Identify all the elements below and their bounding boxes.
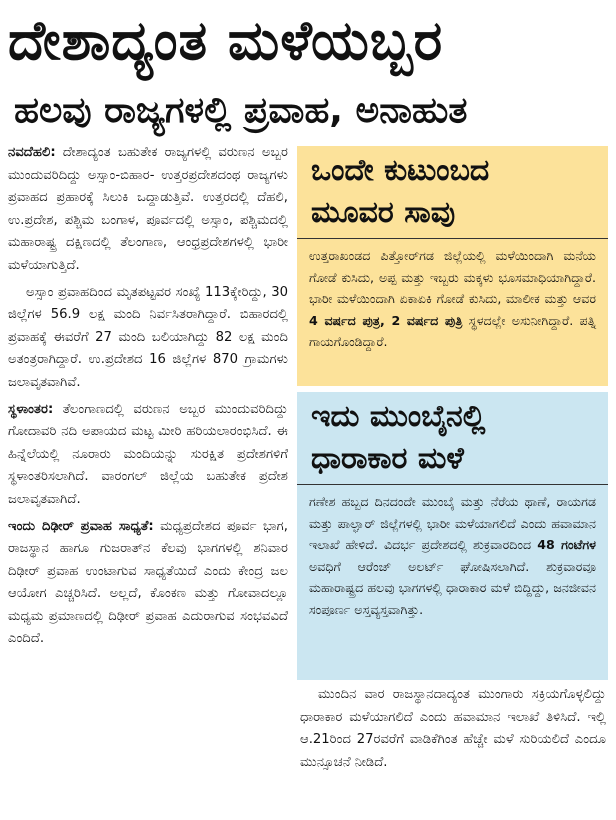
box2-text xyxy=(309,491,596,621)
box2-text-before: ಗಣೇಶ ಹಬ್ಬದ ದಿನದಂದೇ ಮುಂಬೈ ಮತ್ತು ನೆರೆಯ ಥಾಣೆ, ರಾಯಗಡ ಮತ್ತು ಪಾಲ್ಘಾರ್ ಜಿಲ್ಲೆಗಳಲ್ಲಿ ಭಾರೀ ಮಳೆಯಾಗಲಿದೆ ಎಂದು ಹವಾಮಾನ ಇಲಾಖೆ ಹೇಳಿದೆ. ವಿದರ್ಭ ಪ್ರದೇಶದಲ್ಲಿ ಶುಕ್ರವಾರದಿಂದ xyxy=(309,494,596,553)
relocation-text: ತೆಲಂಗಾಣದಲ್ಲಿ ವರುಣನ ಅಬ್ಬರ ಮುಂದುವರಿದಿದ್ದು ಗೋದಾವರಿ ನದಿ ಅಪಾಯದ ಮಟ್ಟ ಮೀರಿ ಹರಿಯಲಾರಂಭಿಸಿದೆ. ಈ ಹಿನ್ನೆಲೆಯಲ್ಲಿ ನೂರಾರು ಮಂದಿಯನ್ನು ಸುರಕ್ಷಿತ ಪ್ರದೇಶಗಳಿಗೆ ಸ್ಥಳಾಂತರಿಸಲಾಗಿದೆ. ವಾರಂಗಲ್ ಜಿಲ್ಲೆಯ ಬಹುತೇಕ ಪ್ರದೇಶ ಜಲಾವೃತವಾಗಿದೆ. xyxy=(8,401,288,507)
subheadline: ಹಲವು ರಾಜ್ಯಗಳಲ್ಲಿ ಪ್ರವಾಹ, ಅನಾಹುತ xyxy=(14,90,468,131)
box1-text xyxy=(309,245,596,353)
box2-title-line-2: ಧಾರಾಕಾರ ಮಳೆ xyxy=(311,441,464,476)
sidebar-box-family-deaths xyxy=(297,146,608,386)
main-story-para-1 xyxy=(8,142,288,278)
main-story-para-3 xyxy=(8,399,288,512)
flash-flood-text: ಮಧ್ಯಪ್ರದೇಶದ ಪೂರ್ವ ಭಾಗ, ರಾಜಸ್ಥಾನ ಹಾಗೂ ಗುಜರಾತ್‌ನ ಕೆಲವು ಭಾಗಗಳಲ್ಲಿ ಶನಿವಾರ ದಿಢೀರ್ ಪ್ರವಾಹ ಉಂಟಾಗುವ ಸಾಧ್ಯತೆಯಿದೆ ಎಂದು ಕೇಂದ್ರ ಜಲ ಆಯೋಗ ಎಚ್ಚರಿಸಿದೆ. ಅಲ್ಲದೆ, ಕೊಂಕಣ ಮತ್ತು ಗೋವಾದಲ್ಲೂ ಮಧ್ಯಮ ಪ್ರಮಾಣದಲ್ಲಿ ದಿಢೀರ್ ಪ್ರವಾಹ ಎದುರಾಗುವ ಸಂಭವವಿದೆ ಎಂದಿದೆ. xyxy=(8,518,288,647)
box1-text-before: ಉತ್ತರಾಖಂಡದ ಪಿತ್ತೋರ್‌ಗಡ ಜಿಲ್ಲೆಯಲ್ಲಿ ಮಳೆಯಿಂದಾಗಿ ಮನೆಯ ಗೋಡೆ ಕುಸಿದು, ಅಪ್ಪ ಮತ್ತು ಇಬ್ಬರು ಮಕ್ಕಳು ಭೂಸಮಾಧಿಯಾಗಿದ್ದಾರೆ. ಭಾರೀ ಮಳೆಯಿಂದಾಗಿ ಏಕಾಏಕಿ ಗೋಡೆ ಕುಸಿದು, ಮಾಲೀಕ ಮತ್ತು ಆವರ xyxy=(309,248,596,307)
box1-text-bold: 4 ವರ್ಷದ ಪುತ್ರ, 2 ವರ್ಷದ ಪುತ್ರಿ xyxy=(309,312,463,328)
box1-title-line-2: ಮೂವರ ಸಾವು xyxy=(311,195,456,230)
box1-body xyxy=(297,238,608,353)
main-story xyxy=(8,142,288,816)
subhead-flash-flood: ಇಂದು ದಿಢೀರ್ ಪ್ರವಾಹ ಸಾಧ್ಯತೆ: xyxy=(8,518,154,534)
sidebar-box-mumbai-rain xyxy=(297,392,608,680)
main-story-para-2: ಅಸ್ಸಾಂ ಪ್ರವಾಹದಿಂದ ಮೃತಪಟ್ಟವರ ಸಂಖ್ಯೆ 113ಕ್ಕೇರಿದ್ದು, 30 ಜಿಲ್ಲೆಗಳ 56.9 ಲಕ್ಷ ಮಂದಿ ನಿರ್ವಸಿತರಾಗಿದ್ದಾರೆ. ಬಿಹಾರದಲ್ಲಿ ಪ್ರವಾಹಕ್ಕೆ ಈವರೆಗೆ 27 ಮಂದಿ ಬಲಿಯಾಗಿದ್ದು 82 ಲಕ್ಷ ಮಂದಿ ಅತಂತ್ರರಾಗಿದ್ದಾರೆ. ಉ.ಪ್ರದೇಶದ 16 ಜಿಲ್ಲೆಗಳ 870 ಗ್ರಾಮಗಳು ಜಲಾವೃತವಾಗಿವೆ. xyxy=(8,284,288,390)
rajasthan-continuation xyxy=(300,684,606,816)
box2-text-bold: 48 ಗಂಟೆಗಳ xyxy=(537,537,596,553)
dateline: ನವದೆಹಲಿ: xyxy=(8,145,56,160)
headline: ದೇಶಾದ್ಯಂತ ಮಳೆಯಬ್ಬರ xyxy=(8,9,444,72)
main-story-para-1-text: ದೇಶಾದ್ಯಂತ ಬಹುತೇಕ ರಾಜ್ಯಗಳಲ್ಲಿ ವರುಣನ ಅಬ್ಬರ ಮುಂದುವರಿದಿದ್ದು ಅಸ್ಸಾಂ-ಬಿಹಾರ- ಉತ್ತರಪ್ರದೇಶದಂಥ ರಾಜ್ಯಗಳು ಪ್ರವಾಹದ ಪ್ರಹಾರಕ್ಕೆ ಸಿಲುಕಿ ಒದ್ದಾಡುತ್ತಿವೆ. ಉತ್ತರದಲ್ಲಿ ದೆಹಲಿ, ಉ.ಪ್ರದೇಶ, ಪಶ್ಚಿಮ ಬಂಗಾಳ, ಪೂರ್ವದಲ್ಲಿ ಅಸ್ಸಾಂ, ಪಶ್ಚಿಮದಲ್ಲಿ ಮಹಾರಾಷ್ಟ್ರ ದಕ್ಷಿಣದಲ್ಲಿ ತೆಲಂಗಾಣ, ಆಂಧ್ರಪ್ರದೇಶಗಳಲ್ಲಿ ಭಾರೀ ಮಳೆಯಾಗುತ್ತಿದೆ. xyxy=(8,145,288,273)
box2-title xyxy=(297,392,608,480)
box2-title-line-1: ಇದು ಮುಂಬೈನಲ್ಲಿ xyxy=(311,399,486,434)
subhead-relocation: ಸ್ಥಳಾಂತರ: xyxy=(8,401,54,417)
box1-text-after: ಸ್ಥಳದಲ್ಲೇ ಅಸುನೀಗಿದ್ದಾರೆ. ಪತ್ನಿ ಗಾಯಗೊಂಡಿದ್ದಾರೆ. xyxy=(309,312,596,350)
box2-text-after: ಅವಧಿಗೆ ಆರೆಂಜ್ ಅಲರ್ಟ್ ಘೋಷಿಸಲಾಗಿದೆ. ಶುಕ್ರವಾರವೂ ಮಹಾರಾಷ್ಟ್ರದ ಹಲವು ಭಾಗಗಳಲ್ಲಿ ಧಾರಾಕಾರ ಮಳೆ ಬಿದ್ದಿದ್ದು, ಜನಜೀವನ ಸಂಪೂರ್ಣ ಅಸ್ತವ್ಯಸ್ತವಾಗಿತ್ತು. xyxy=(309,558,596,617)
box1-title-line-1: ಒಂದೇ ಕುಟುಂಬದ xyxy=(311,153,490,188)
box2-body xyxy=(297,484,608,621)
box1-title xyxy=(297,146,608,234)
main-story-para-4 xyxy=(8,516,288,652)
continuation-text: ಮುಂದಿನ ವಾರ ರಾಜಸ್ಥಾನದಾದ್ಯಂತ ಮುಂಗಾರು ಸಕ್ರಿಯಗೊಳ್ಳಲಿದ್ದು ಧಾರಾಕಾರ ಮಳೆಯಾಗಲಿದೆ ಎಂದು ಹವಾಮಾನ ಇಲಾಖೆ ತಿಳಿಸಿದೆ. ಇಲ್ಲಿ ಆ.21ರಿಂದ 27ರವರೆಗೆ ವಾಡಿಕೆಗಿಂತ ಹೆಚ್ಚೇ ಮಳೆ ಸುರಿಯಲಿದೆ ಎಂದೂ ಮುನ್ಸೂಚನೆ ನೀಡಿದೆ. xyxy=(300,687,606,770)
